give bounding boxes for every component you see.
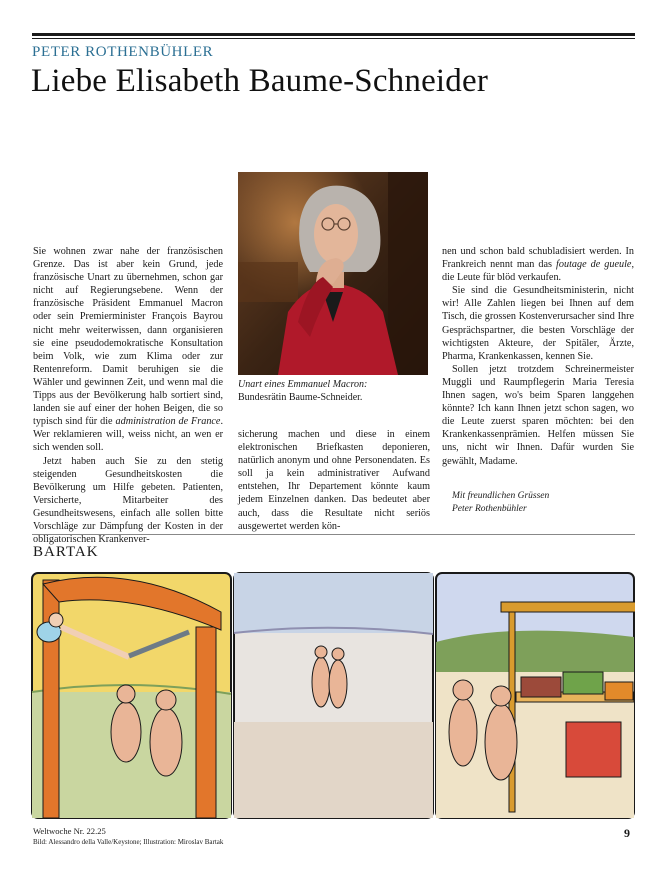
footer: [33, 826, 223, 848]
comic-strip: [31, 572, 635, 819]
page-number: 9: [624, 826, 630, 840]
paragraph-5: Sie sind die Gesundheitsministerin, nicht wir! Alle Zahlen liegen bei Ihnen auf dem Tisch, die grossen Kostenverursacher sind Ihre Gesprächspartner, die besten Vorschläge der wichtigsten Akteure, der Spitäler, Ärzte, Pharma, Krankenkassen, kennen Sie.: [442, 285, 634, 362]
comic-illustration: [31, 572, 635, 819]
photo-caption: [238, 378, 430, 404]
caption-italic: Unart eines Emmanuel Macron:: [238, 379, 368, 390]
paragraph-1: [33, 245, 223, 455]
paragraph-1-text: Sie wohnen zwar nahe der französischen Grenze. Das ist aber kein Grund, jede französische Unart zu übernehmen, schon gar nicht auf Regierungsebene. Wenn der französische Präsident Emmanuel Macron oder sein Premierminister François Bayrou nicht mehr weiterwissen, dann organisieren sie eine pseudodemokratische Konsultation beim Volk, wie zum Klima oder zur Rentenreform. Damit beruhigen sie die Wähler und gewinnen Zeit, und wenn mal die Tipps aus der Bevölkerung halb sortiert sind, landen sie auf einer der hohen Beigen, die so typisch sind für die: [33, 246, 223, 428]
author-kicker: PETER ROTHENBÜHLER: [32, 44, 214, 60]
paragraph-1-end: . Wer reklamieren will, weiss nicht, an wen er sich wenden soll.: [33, 416, 223, 454]
paragraph-1-italic: administration de France: [115, 416, 221, 428]
comic-section-label: BARTAK: [33, 544, 99, 560]
paragraph-4: [442, 245, 634, 284]
comic-panel-2: [234, 573, 433, 818]
section-divider: [32, 534, 635, 535]
paragraph-6: Sollen jetzt trotzdem Schreinermeister Muggli und Raumpflegerin Maria Teresia Ihnen sagen, wo's beim Sparen langgehen könnte? Ich kann Ihnen jetzt schon sagen, wo die Leute zuerst sparen möchten: bei den Krankenkassenprämien. Helfen müssen Sie uns, nicht wir Ihnen. Dafür wurden Sie gewählt, Madame.: [442, 363, 634, 467]
issue-label: Weltwoche Nr. 22.25: [33, 826, 106, 836]
signoff-greeting: Mit freundlichen Grüssen: [452, 491, 550, 501]
image-credits: Bild: Alessandro della Valle/Keystone; Illustration: Miroslav Bartak: [33, 838, 224, 846]
article-column-2: [238, 428, 430, 533]
signoff-name: Peter Rothenbühler: [452, 504, 527, 514]
portrait-image: [238, 172, 428, 375]
paragraph-3: sicherung machen und diese in einem elektronischen Briefkasten deponieren, natürlich anonym und ohne Personendaten. Es soll ja kein administrativer Aufwand entstehen, Ihr Departement könnte kaum jedem Einzelnen danken. Das bedeutet aber auch, dass die Resultate nicht seriös ausgewertet werden kön-: [238, 429, 430, 532]
paragraph-4-end: , die Leute für blöd verkaufen.: [442, 259, 634, 284]
article-column-1: [33, 245, 223, 546]
top-rule-thin: [32, 38, 635, 39]
headline: Liebe Elisabeth Baume-Schneider: [31, 63, 489, 99]
signoff: [452, 490, 549, 516]
comic-panel-3: [436, 573, 635, 818]
top-rule: [32, 33, 635, 36]
article-column-3: [442, 245, 634, 468]
article-photo: [238, 172, 428, 375]
paragraph-4-italic: foutage de gueule: [556, 259, 632, 271]
paragraph-4-text: nen und schon bald schubladisiert werden. In Frankreich nennt man das: [442, 246, 634, 271]
comic-panel-1: [32, 573, 231, 818]
paragraph-2: Jetzt haben auch Sie zu den stetig steigenden Gesundheitskosten die Bevölkerung um Hilfe gebeten. Patienten, Versicherte, Mitarbeiter des Gesundheitswesens, einfach alle sollen bitte Vorschläge zur Dämpfung der Kosten in der obligatorischen Krankenver-: [33, 455, 223, 546]
caption-text: Bundesrätin Baume-Schneider.: [238, 392, 363, 403]
